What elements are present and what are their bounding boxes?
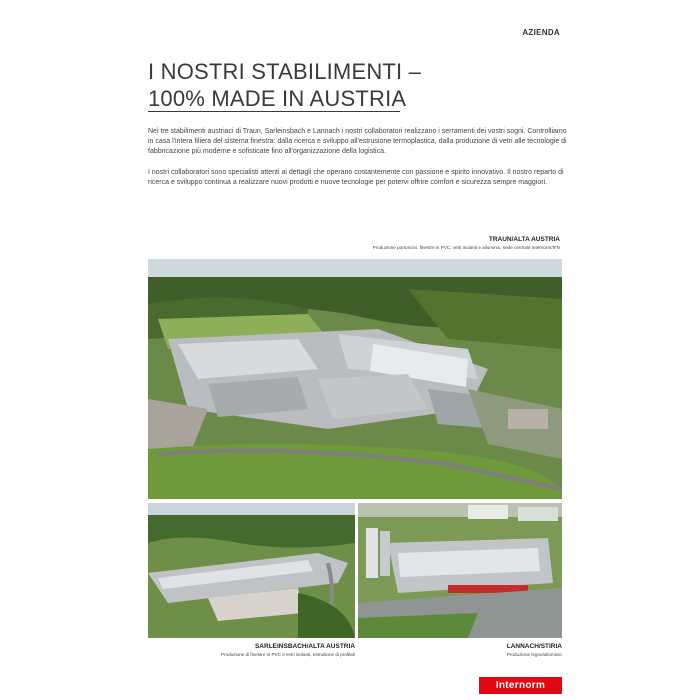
traun-plant-photo xyxy=(148,259,562,499)
title-line-2: 100% MADE IN AUSTRIA xyxy=(148,86,407,111)
sarleinsbach-caption-name: SARLEINSBACH/ALTA AUSTRIA xyxy=(254,643,355,650)
lannach-caption-description: Produzione legno/alluminio xyxy=(506,652,562,657)
lannach-caption xyxy=(358,643,562,659)
intro-paragraph-1: Nei tre stabilimenti austriaci di Traun, Sarleinsbach e Lannach i nostri collaboratori realizzano i serramenti dei vostri sogni. Controlliamo in casa l'intera filiera del sistema finestra: dalla ricerca e sviluppo all'estrusione termoplastica, dalla produzione di vetri alle tecnologie di fabbricazione più moderne e sofisticate fino all'organizzazione della logistica. xyxy=(148,128,567,156)
section-tag: AZIENDA xyxy=(522,28,560,37)
sarleinsbach-caption-description: Produzione di finestre in PVC e vetri isolanti, estrusione di profilati xyxy=(220,652,355,657)
intro-text xyxy=(148,127,568,198)
traun-caption xyxy=(300,236,560,252)
traun-caption-description: Produzione portoncini, finestre in PVC, vetri isolanti e alluminio, sede centrale Internorm/IFN xyxy=(372,245,560,250)
traun-caption-name: TRAUN/ALTA AUSTRIA xyxy=(488,236,560,243)
sarleinsbach-plant-photo xyxy=(148,503,355,638)
title-line-1: I NOSTRI STABILIMENTI – xyxy=(148,59,422,84)
sarleinsbach-caption xyxy=(148,643,355,659)
lannach-plant-photo xyxy=(358,503,562,638)
lannach-caption-name: LANNACH/STIRIA xyxy=(506,643,562,650)
page-title xyxy=(148,58,421,112)
title-underline xyxy=(148,111,400,112)
internorm-logo: Internorm xyxy=(479,677,562,694)
intro-paragraph-2: I nostri collaboratori sono specialisti attenti ai dettagli che operano costantemente con passione e spirito innovativo. Il nostro reparto di ricerca e sviluppo continua a realizzare nuovi prodotti e nuove tecnologie per potervi offrire comfort e sicurezza sempre maggiori. xyxy=(148,168,564,186)
